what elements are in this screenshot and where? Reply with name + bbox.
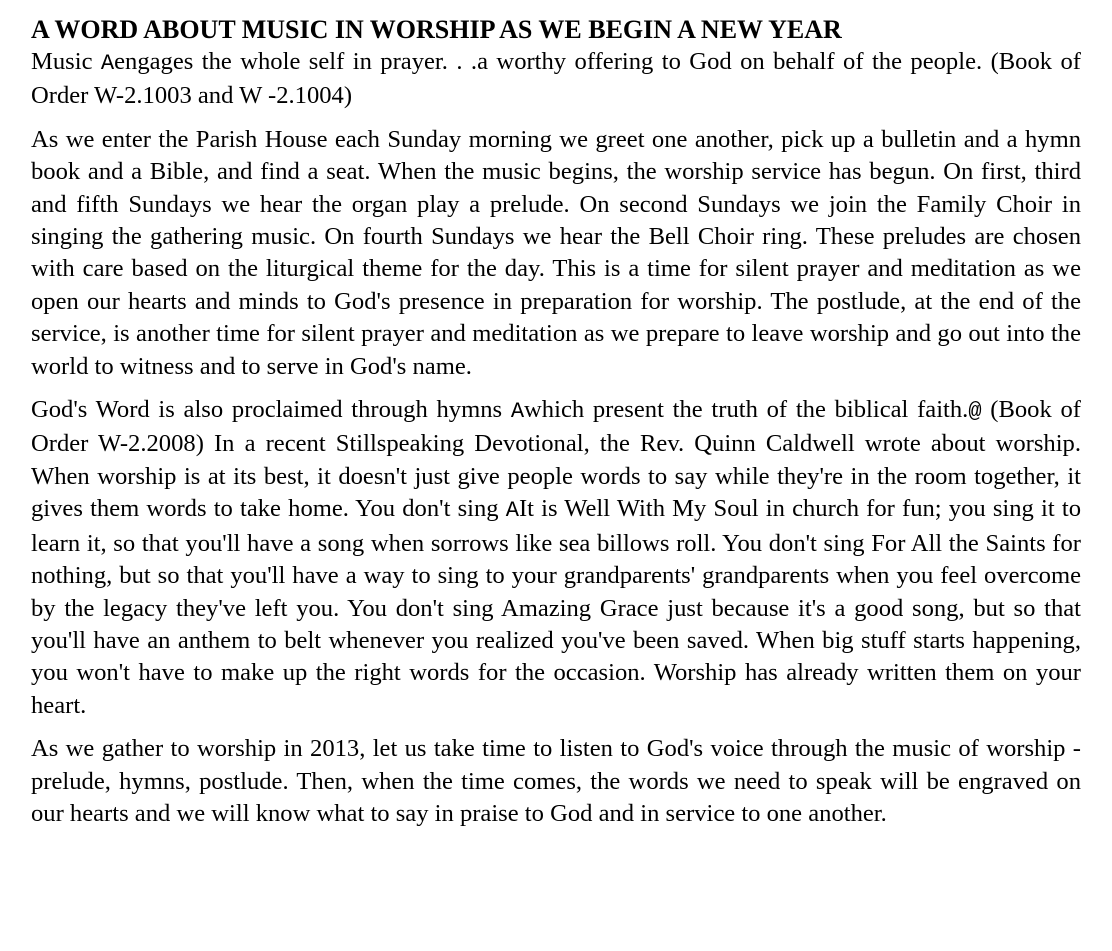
word-quote: which present the truth of the biblical faith. — [524, 396, 969, 424]
quote-mark-glyph: A — [505, 498, 519, 524]
word-middle: (Book of Order W-2.2008) In a recent Stillspeaking Devotional, the Rev. Quinn Caldwell wrote about worship. When worship is at its best, it doesn't just give people words to say while they're in the room together, it gives them words to take home. You don't sing — [31, 396, 1081, 523]
article-title: A WORD ABOUT MUSIC IN WORSHIP AS WE BEGIN A NEW YEAR — [31, 15, 842, 44]
article — [31, 14, 1081, 841]
welcome-paragraph: As we enter the Parish House each Sunday morning we greet one another, pick up a bulletin and a hymn book and a Bible, and find a seat. When the music begins, the worship service has begun. On first, third and fifth Sundays we hear the organ play a prelude. On second Sundays we join the Family Choir in singing the gathering music. On fourth Sundays we hear the Bell Choir ring. These preludes are chosen with care based on the liturgical theme for the day. This is a time for silent prayer and meditation as we open our hearts and minds to God's presence in preparation for worship. The postlude, at the end of the service, is another time for silent prayer and meditation as we prepare to leave worship and go out into the world to witness and to serve in God's name. — [31, 125, 1081, 380]
quote-mark-glyph: @ — [968, 399, 982, 425]
intro-paragraph — [31, 46, 1081, 113]
intro-quote: engages the whole self in prayer. . .a worthy offering to God on behalf of the people. — [114, 48, 983, 75]
quote-mark-glyph: A — [100, 51, 115, 76]
word-lead: God's Word is also proclaimed through hymns — [31, 396, 511, 424]
intro-citation: (Book of Order W-2.1003 and W -2.1004) — [31, 48, 1081, 110]
intro-lead: Music — [31, 48, 101, 75]
word-rest: It is Well With My Soul in church for fun; you sing it to learn it, so that you'll have a song when sorrows like sea billows roll. You don't sing For All the Saints for nothing, but so that you'll have a way to sing to your grandparents' grandparents when you feel overcome by the legacy they've left you. You don't sing Amazing Grace just because it's a good song, but so that you'll have an anthem to belt whenever you realized you've been saved. When big stuff starts happening, you won't have to make up the right words for the occasion. Worship has already written them on your heart. — [31, 495, 1081, 719]
word-paragraph — [31, 394, 1081, 722]
quote-mark-glyph: A — [510, 399, 525, 425]
closing-paragraph: As we gather to worship in 2013, let us take time to listen to God's voice through the music of worship - prelude, hymns, postlude. Then, when the time comes, the words we need to speak will be engraved on our hearts and we will know what to say in praise to God and in service to one another. — [31, 735, 1081, 827]
